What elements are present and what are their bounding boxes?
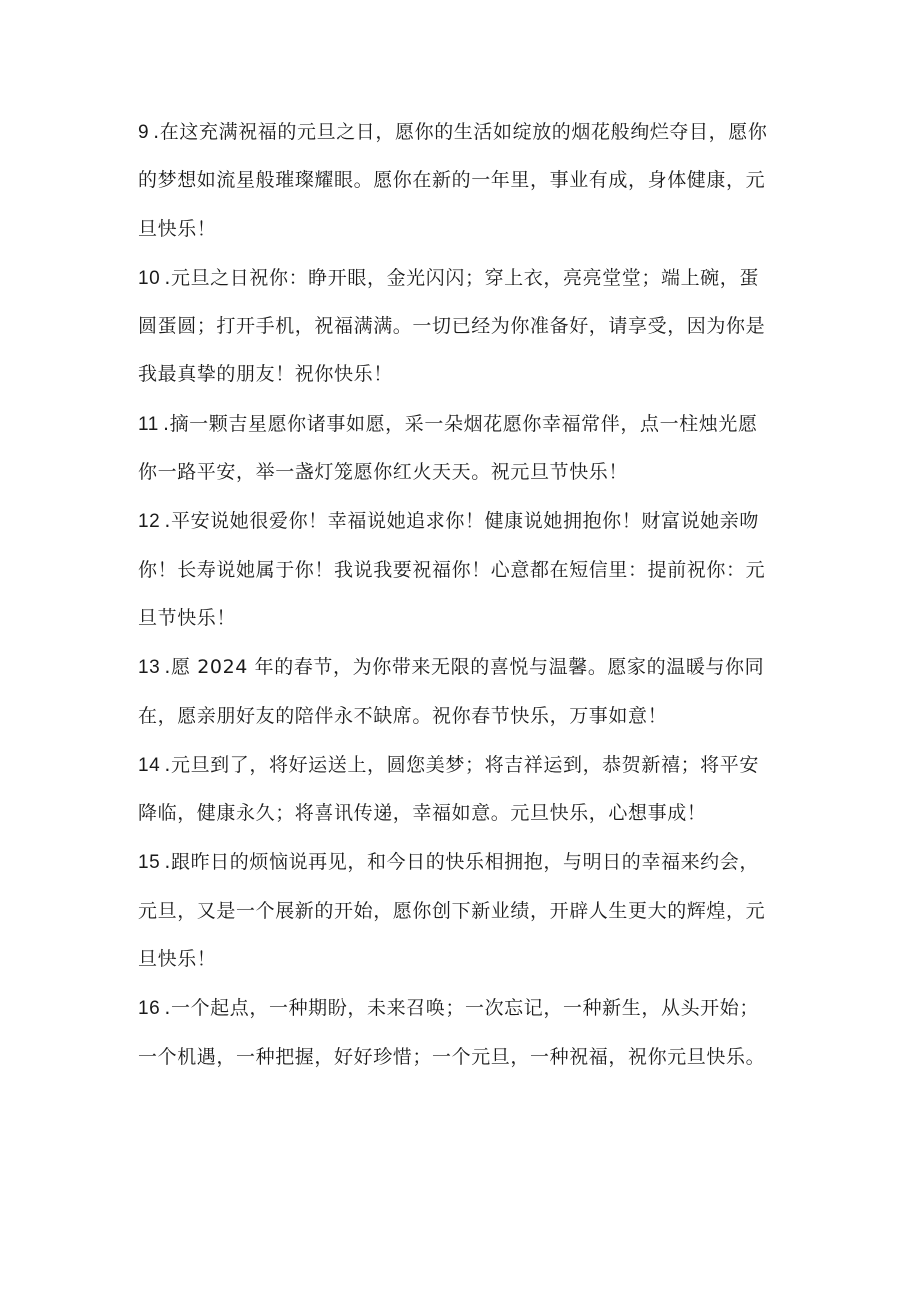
text-line: 旦节快乐！ [138, 606, 237, 629]
item-text: .愿 2024 年的春节，为你带来无限的喜悦与温馨。愿家的温暖与你同 [164, 656, 765, 679]
text-line: 我最真挚的朋友！祝你快乐！ [138, 363, 393, 386]
item-number: 16 [138, 998, 161, 1020]
text-line [138, 502, 788, 550]
item-text: .元旦到了，将好运送上，圆您美梦；将吉祥运到，恭贺新禧；将平安 [164, 753, 759, 776]
list-item [138, 502, 788, 647]
text-line: 你一路平安，举一盏灯笼愿你红火天天。祝元旦节快乐！ [138, 461, 629, 484]
text-line: 在，愿亲朋好友的陪伴永不缺席。祝你春节快乐，万事如意！ [138, 704, 668, 727]
item-number: 9 [138, 122, 150, 143]
text-line: 元旦，又是一个展新的开始，愿你创下新业绩，开辟人生更大的辉煌，元 [138, 899, 766, 922]
item-number: 15 [138, 852, 161, 874]
item-number: 12 [138, 511, 161, 533]
document-page [138, 113, 788, 1087]
item-text: .一个起点，一种期盼，未来召唤；一次忘记，一种新生，从头开始； [164, 997, 759, 1020]
item-text: .平安说她很爱你！幸福说她追求你！健康说她拥抱你！财富说她亲吻 [164, 510, 759, 533]
text-line [138, 648, 788, 696]
text-line: 旦快乐！ [138, 217, 217, 240]
list-item [138, 405, 788, 502]
text-line [138, 259, 788, 307]
item-text: .元旦之日祝你：睁开眼，金光闪闪；穿上衣，亮亮堂堂；端上碗，蛋 [164, 266, 759, 289]
text-line [138, 989, 788, 1037]
list-item [138, 259, 788, 404]
item-text: .摘一颗吉星愿你诸事如愿，采一朵烟花愿你幸福常伴，点一柱烛光愿 [162, 412, 758, 435]
list-item [138, 746, 788, 843]
text-line: 的梦想如流星般璀璨耀眼。愿你在新的一年里，事业有成，身体健康，元 [138, 169, 766, 192]
item-text: .在这充满祝福的元旦之日，愿你的生活如绽放的烟花般绚烂夺目，愿你 [153, 121, 768, 143]
text-line: 旦快乐！ [138, 948, 217, 971]
text-line: 你！长寿说她属于你！我说我要祝福你！心意都在短信里：提前祝你：元 [138, 558, 766, 581]
text-line [138, 746, 788, 794]
item-number: 11 [138, 413, 159, 435]
text-line: 一个机遇，一种把握，好好珍惜；一个元旦，一种祝福，祝你元旦快乐。 [138, 1045, 766, 1068]
text-line [138, 405, 788, 453]
item-number: 13 [138, 657, 161, 679]
item-number: 10 [138, 267, 161, 289]
item-text: .跟昨日的烦恼说再见，和今日的快乐相拥抱，与明日的幸福来约会， [164, 851, 759, 874]
list-item [138, 989, 788, 1086]
list-item [138, 113, 788, 258]
text-line [138, 113, 788, 161]
list-item [138, 843, 788, 988]
text-line: 降临，健康永久；将喜讯传递，幸福如意。元旦快乐，心想事成！ [138, 802, 707, 825]
text-line: 圆蛋圆；打开手机，祝福满满。一切已经为你准备好，请享受，因为你是 [138, 315, 766, 338]
text-line [138, 843, 788, 891]
item-number: 14 [138, 754, 161, 776]
list-item [138, 648, 788, 745]
